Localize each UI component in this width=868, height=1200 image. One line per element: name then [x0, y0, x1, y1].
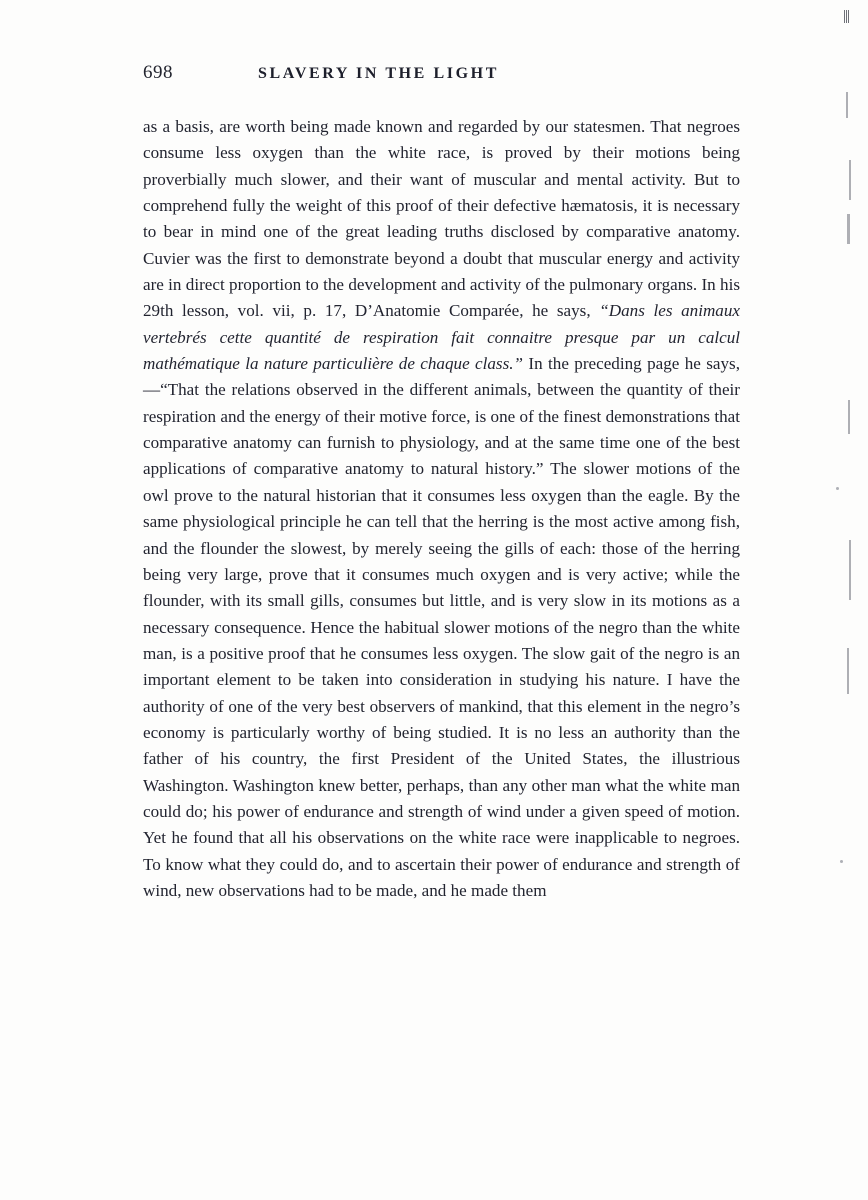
page-header: [0, 62, 868, 88]
body-text-part-2: In the preceding page he says,—“That the relations observed in the different animals, between the quantity of their respiration and the energy of their motive force, is one of the finest demonstrations that comparative anatomy can furnish to physiology, and at the same time one of the best applications of comparative anatomy to natural history.” The slower motions of the owl prove to the natural historian that it consumes less oxygen than the eagle. By the same physiological principle he can tell that the herring is the most active among fish, and the flounder the slowest, by merely seeing the gills of each: those of the herring being very large, prove that it consumes much oxygen and is very active; while the flounder, with its small gills, consumes but little, and is very slow in its motions as a necessary consequence. Hence the habitual slower motions of the negro than the white man, is a positive proof that he consumes less oxygen. The slow gait of the negro is an important element to be taken into consideration in studying his nature. I have the authority of one of the very best observers of mankind, that this element in the negro’s economy is particularly worthy of being studied. It is no less an authority than the father of his country, the first President of the United States, the illustrious Washington. Washington knew better, perhaps, than any other man what the white man could do; his power of endurance and strength of wind under a given speed of motion. Yet he found that all his observations on the white race were inapplicable to negroes. To know what they could do, and to ascertain their power of endurance and strength of wind, new observations had to be made, and he made them: [143, 354, 740, 900]
body-text-part-1: as a basis, are worth being made known and regarded by our statesmen. That negroes consume less oxygen than the white race, is proved by their motions being proverbially much slower, and their want of muscular and mental activity. But to comprehend fully the weight of this proof of their defective hæmatosis, it is necessary to bear in mind one of the great leading truths disclosed by comparative anatomy. Cuvier was the first to demonstrate beyond a doubt that muscular energy and activity are in direct proportion to the development and activity of the pulmonary organs. In his 29th lesson, vol. vii, p. 17, D’Anatomie Comparée, he says,: [143, 117, 740, 321]
body-text-block: [143, 114, 740, 904]
binding-artifact-1: [846, 92, 848, 118]
scan-speck-1: [836, 487, 839, 490]
binding-artifact-4: [848, 400, 850, 434]
binding-artifact-2: [849, 160, 851, 200]
scan-speck-2: [840, 860, 843, 863]
french-quotation: “Dans les animaux vertebrés cette quantité de respiration fait connaitre presque par un calcul mathématique la nature particulière de chaque class.”: [143, 301, 740, 374]
body-paragraph: [143, 114, 740, 904]
binding-artifact-5: [849, 540, 851, 600]
binding-artifact-3: [847, 214, 850, 244]
running-head: SLAVERY IN THE LIGHT: [258, 65, 499, 82]
page-number: 698: [143, 62, 173, 83]
margin-scan-mark: |||: [843, 10, 850, 24]
binding-artifact-6: [847, 648, 849, 694]
